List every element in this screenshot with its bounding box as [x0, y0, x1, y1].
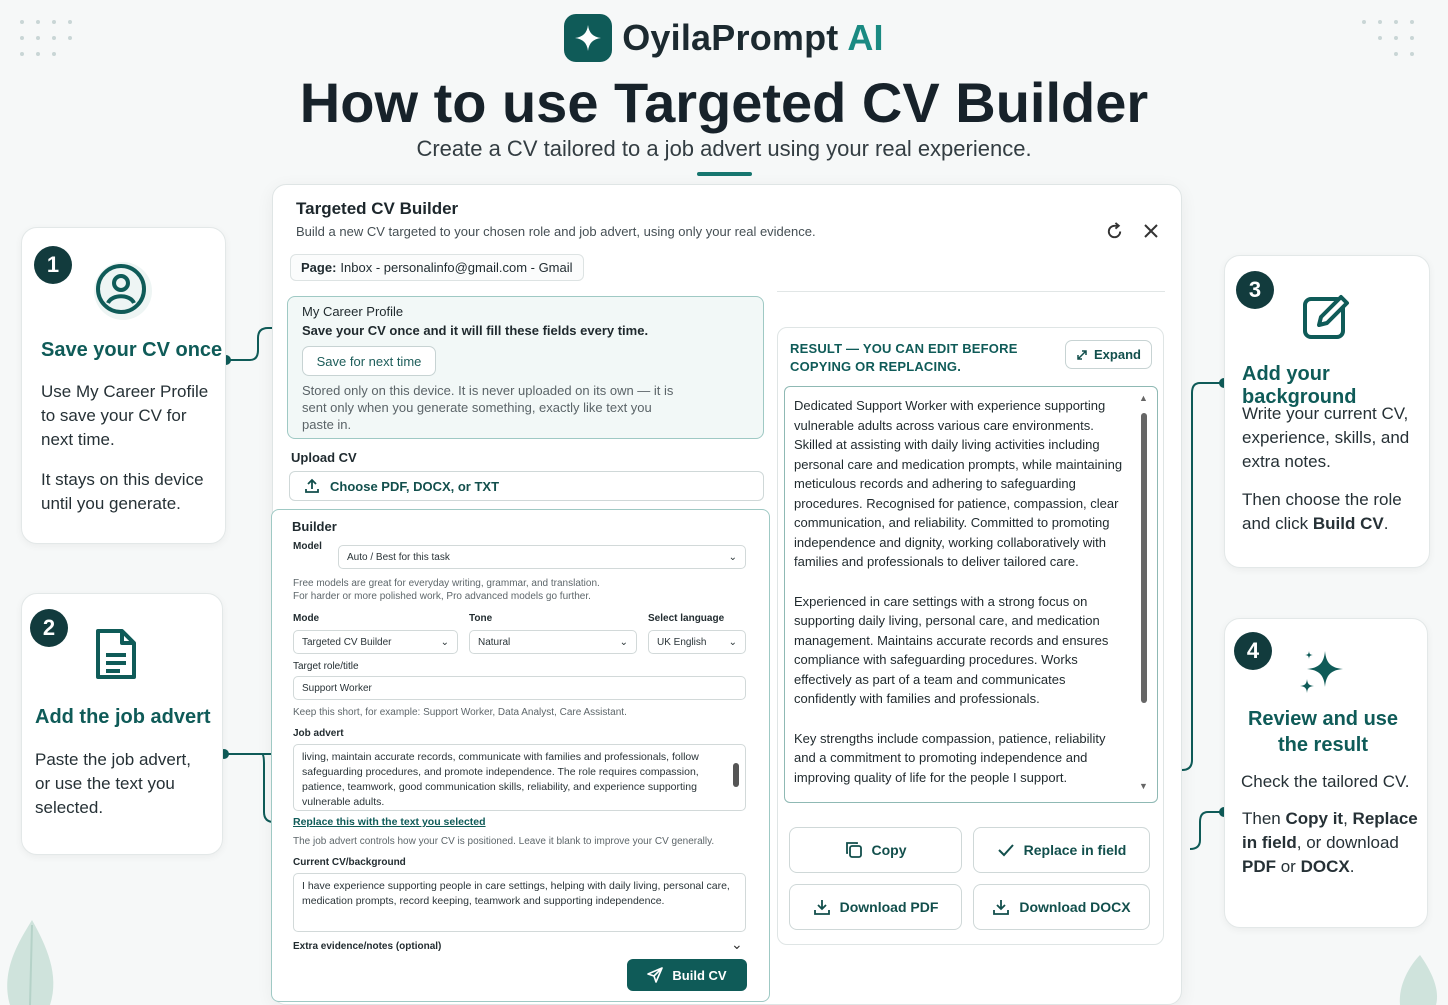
expand-icon — [1076, 349, 1088, 361]
edit-pencil-icon — [1299, 289, 1355, 345]
brand-name: OyilaPrompt AI — [622, 17, 884, 58]
close-icon[interactable] — [1143, 223, 1159, 239]
mode-select[interactable]: Targeted CV Builder ⌄ — [293, 630, 458, 654]
tone-label: Tone — [469, 613, 493, 624]
mode-label: Mode — [293, 613, 320, 624]
model-label: Model — [293, 541, 322, 552]
language-label: Select language — [648, 613, 725, 624]
step-card-4 — [1224, 618, 1428, 928]
profile-title: My Career Profile — [302, 304, 404, 319]
download-icon — [992, 898, 1010, 916]
step-card-2 — [21, 593, 223, 855]
tone-select[interactable]: Natural ⌄ — [469, 630, 637, 654]
user-profile-icon — [92, 260, 154, 322]
textarea-scrollbar[interactable] — [733, 763, 739, 787]
copy-icon — [845, 841, 863, 859]
page-subtitle: Create a CV tailored to a job advert using your real experience. — [416, 136, 1032, 161]
target-role-input[interactable]: Support Worker — [293, 676, 746, 700]
step-text: Paste the job advert, or use the text you selected. — [35, 750, 191, 817]
chevron-down-icon: ⌄ — [728, 636, 737, 648]
extra-notes-label: Extra evidence/notes (optional) — [293, 941, 442, 952]
step-title: Save your CV once — [41, 339, 223, 361]
step-text-2: Then choose the role and click Build CV. — [1242, 490, 1402, 533]
step-number: 1 — [34, 246, 72, 284]
page-title: How to use Targeted CV Builder — [299, 71, 1149, 134]
expand-button[interactable]: Expand — [1065, 340, 1152, 369]
model-select[interactable]: Auto / Best for this task ⌄ — [338, 545, 746, 569]
download-icon — [813, 898, 831, 916]
replace-with-selected-link[interactable]: Replace this with the text you selected — [293, 816, 486, 828]
job-advert-hint: The job advert controls how your CV is positioned. Leave it blank to improve your CV generally. — [293, 836, 715, 847]
language-select[interactable]: UK English ⌄ — [648, 630, 746, 654]
refresh-icon[interactable] — [1105, 222, 1124, 241]
background-label: Current CV/background — [293, 857, 406, 868]
chevron-down-icon: ⌄ — [728, 551, 737, 563]
background-textarea[interactable]: I have experience supporting people in care settings, helping with daily living, personal care, medication prompts, record keeping, teamwork and supporting independence. — [293, 873, 746, 932]
panel-description: Build a new CV targeted to your chosen role and job advert, using only your real evidence. — [296, 224, 816, 239]
step-card-3 — [1224, 255, 1430, 568]
job-advert-label: Job advert — [293, 728, 344, 739]
sparkle-icon — [1297, 647, 1349, 697]
scroll-down-arrow-icon[interactable]: ▼ — [1139, 781, 1148, 791]
step-text: Check the tailored CV. — [1241, 772, 1410, 791]
send-icon — [647, 967, 663, 983]
target-role-label: Target role/title — [293, 661, 359, 672]
step-number: 4 — [1234, 632, 1272, 670]
result-scrollbar[interactable] — [1141, 413, 1147, 703]
download-docx-button[interactable]: Download DOCX — [973, 884, 1150, 930]
download-pdf-button[interactable]: Download PDF — [789, 884, 962, 930]
save-for-next-time-button[interactable]: Save for next time — [302, 346, 436, 376]
step-text-2: It stays on this device until you generate. — [41, 470, 204, 513]
upload-icon — [304, 478, 320, 494]
result-heading: RESULT — YOU CAN EDIT BEFORE COPYING OR REPLACING. — [790, 341, 1018, 374]
model-hint: Free models are great for everyday writing, grammar, and translation. For harder or more polished work, Pro advanced models go further. — [293, 578, 600, 602]
replace-in-field-button[interactable]: Replace in field — [973, 827, 1150, 873]
chevron-down-icon[interactable]: ⌄ — [731, 936, 743, 952]
divider — [777, 291, 1165, 292]
step-card-1 — [21, 227, 226, 544]
build-cv-button[interactable]: Build CV — [627, 959, 747, 991]
profile-subtitle: Save your CV once and it will fill these fields every time. — [302, 323, 649, 338]
result-textarea[interactable]: Dedicated Support Worker with experience supporting vulnerable adults across various care environments. Skilled at assisting with daily living activities including personal care and medication prompts, while maintaining meticulous records and adhering to safeguarding procedures. Recognised for patience, compassion, clear communication, and reliability. Committed to promoting independence and dignity, working collaboratively with families and professionals to deliver tailored care. Experienced in care settings with a strong focus on supporting daily living, personal care, and medication management. Maintains accurate records and ensures compliance with safeguarding procedures. Works effectively as part of a team and communicates confidently with families and professionals. Key strengths include compassion, patience, reliability and a commitment to promoting independence and improving quality of life for the people I support. — [784, 386, 1158, 803]
step-title: Add your background — [1242, 363, 1357, 408]
upload-label: Upload CV — [291, 450, 357, 465]
step-title: Add the job advert — [35, 706, 211, 728]
chevron-down-icon: ⌄ — [619, 636, 628, 648]
target-role-hint: Keep this short, for example: Support Worker, Data Analyst, Care Assistant. — [293, 707, 627, 718]
profile-storage-note: Stored only on this device. It is never uploaded on its own — it is sent only when you generate something, exactly like text you paste in. — [302, 383, 674, 432]
career-profile-section — [287, 296, 764, 439]
checkmark-icon — [997, 841, 1015, 859]
step-text: Use My Career Profile to save your CV for next time. — [41, 382, 209, 449]
step-title: Review and use the result — [1247, 708, 1399, 756]
upload-cv-button[interactable]: Choose PDF, DOCX, or TXT — [289, 471, 764, 501]
step-number: 2 — [30, 609, 68, 647]
step-number: 3 — [1236, 271, 1274, 309]
page-context-chip: Page: Inbox - personalinfo@gmail.com - Gmail — [290, 254, 584, 281]
panel-title: Targeted CV Builder — [296, 199, 459, 218]
copy-button[interactable]: Copy — [789, 827, 962, 873]
chevron-down-icon: ⌄ — [440, 636, 449, 648]
step-text-2: Then Copy it, Replace in field, or download PDF or DOCX. — [1242, 809, 1418, 876]
scroll-up-arrow-icon[interactable]: ▲ — [1139, 393, 1148, 403]
document-icon — [94, 627, 138, 681]
job-advert-textarea[interactable]: living, maintain accurate records, communicate with families and professionals, follow safeguarding procedures, and promote independence. The role requires compassion, patience, teamwork, good communication skills, reliability, and experience supporting vulnerable adults. — [293, 744, 746, 811]
builder-title: Builder — [292, 519, 337, 534]
step-text: Write your current CV, experience, skills, and extra notes. — [1242, 404, 1410, 471]
